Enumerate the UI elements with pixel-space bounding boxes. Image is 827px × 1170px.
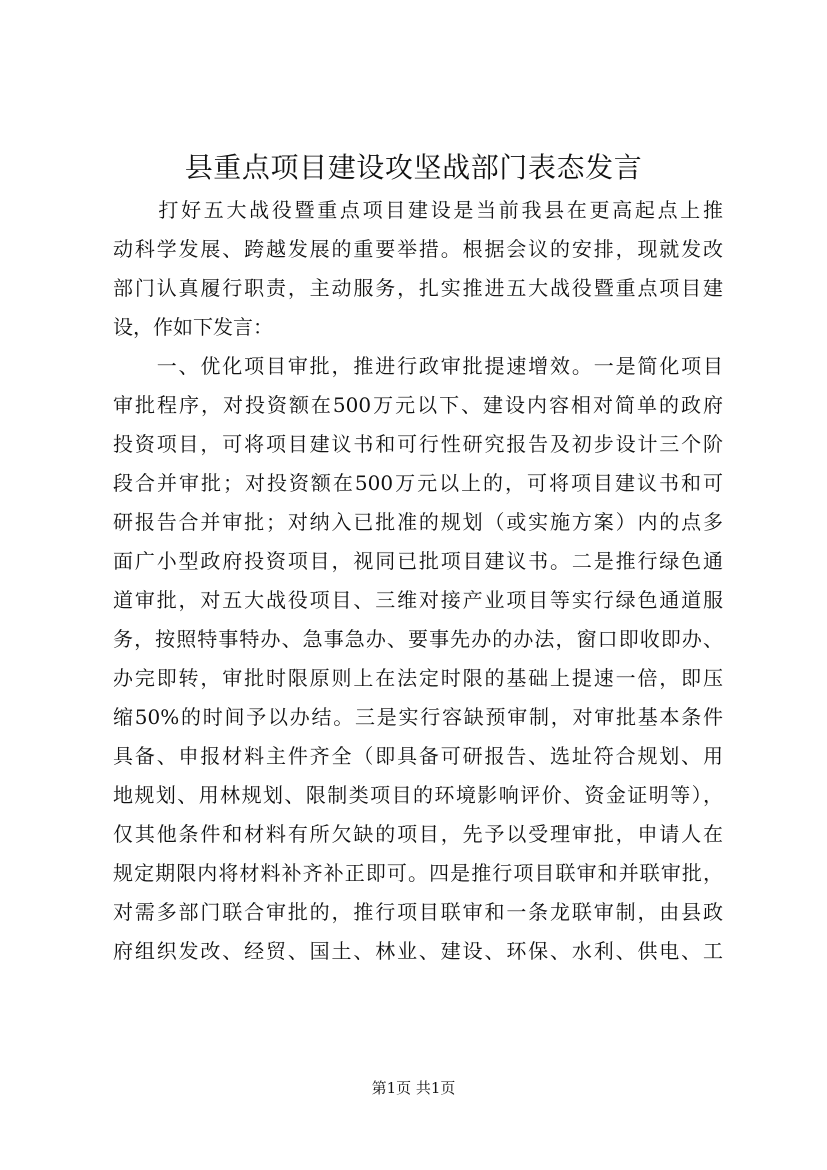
- body-line: 道审批，对五大战役项目、三维对接产业项目等实行绿色通道服: [113, 588, 723, 612]
- page-number-footer: 第1页 共1页: [371, 1079, 456, 1097]
- body-line: 段合并审批；对投资额在500万元以上的，可将项目建议书和可: [113, 471, 723, 495]
- body-line: 打好五大战役暨重点项目建设是当前我县在更高起点上推: [113, 198, 723, 222]
- body-line: 仅其他条件和材料有所欠缺的项目，先予以受理审批，申请人在: [113, 822, 723, 846]
- body-line: 研报告合并审批；对纳入已批准的规划（或实施方案）内的点多: [113, 510, 723, 534]
- body-line: 设，作如下发言：: [113, 315, 273, 339]
- document-title: 县重点项目建设攻坚战部门表态发言: [184, 151, 643, 184]
- body-line: 面广小型政府投资项目，视同已批项目建议书。二是推行绿色通: [113, 549, 723, 573]
- body-line: 一、优化项目审批，推进行政审批提速增效。一是简化项目: [113, 354, 723, 378]
- body-line: 具备、申报材料主件齐全（即具备可研报告、选址符合规划、用: [113, 744, 723, 768]
- body-line: 动科学发展、跨越发展的重要举措。根据会议的安排，现就发改: [113, 237, 723, 261]
- body-line: 规定期限内将材料补齐补正即可。四是推行项目联审和并联审批，: [113, 861, 723, 885]
- document-body: [113, 191, 723, 971]
- body-line: 办完即转，审批时限原则上在法定时限的基础上提速一倍，即压: [113, 666, 723, 690]
- body-line: 务，按照特事特办、急事急办、要事先办的办法，窗口即收即办、: [113, 627, 723, 651]
- body-line: 对需多部门联合审批的，推行项目联审和一条龙联审制，由县政: [113, 900, 723, 924]
- body-line: 投资项目，可将项目建议书和可行性研究报告及初步设计三个阶: [113, 432, 723, 456]
- body-line: 府组织发改、经贸、国土、林业、建设、环保、水利、供电、工: [113, 939, 723, 963]
- body-line: 地规划、用林规划、限制类项目的环境影响评价、资金证明等），: [113, 783, 723, 807]
- body-line: 缩50%的时间予以办结。三是实行容缺预审制，对审批基本条件: [113, 705, 723, 729]
- body-line: 部门认真履行职责，主动服务，扎实推进五大战役暨重点项目建: [113, 276, 723, 300]
- body-line: 审批程序，对投资额在500万元以下、建设内容相对简单的政府: [113, 393, 723, 417]
